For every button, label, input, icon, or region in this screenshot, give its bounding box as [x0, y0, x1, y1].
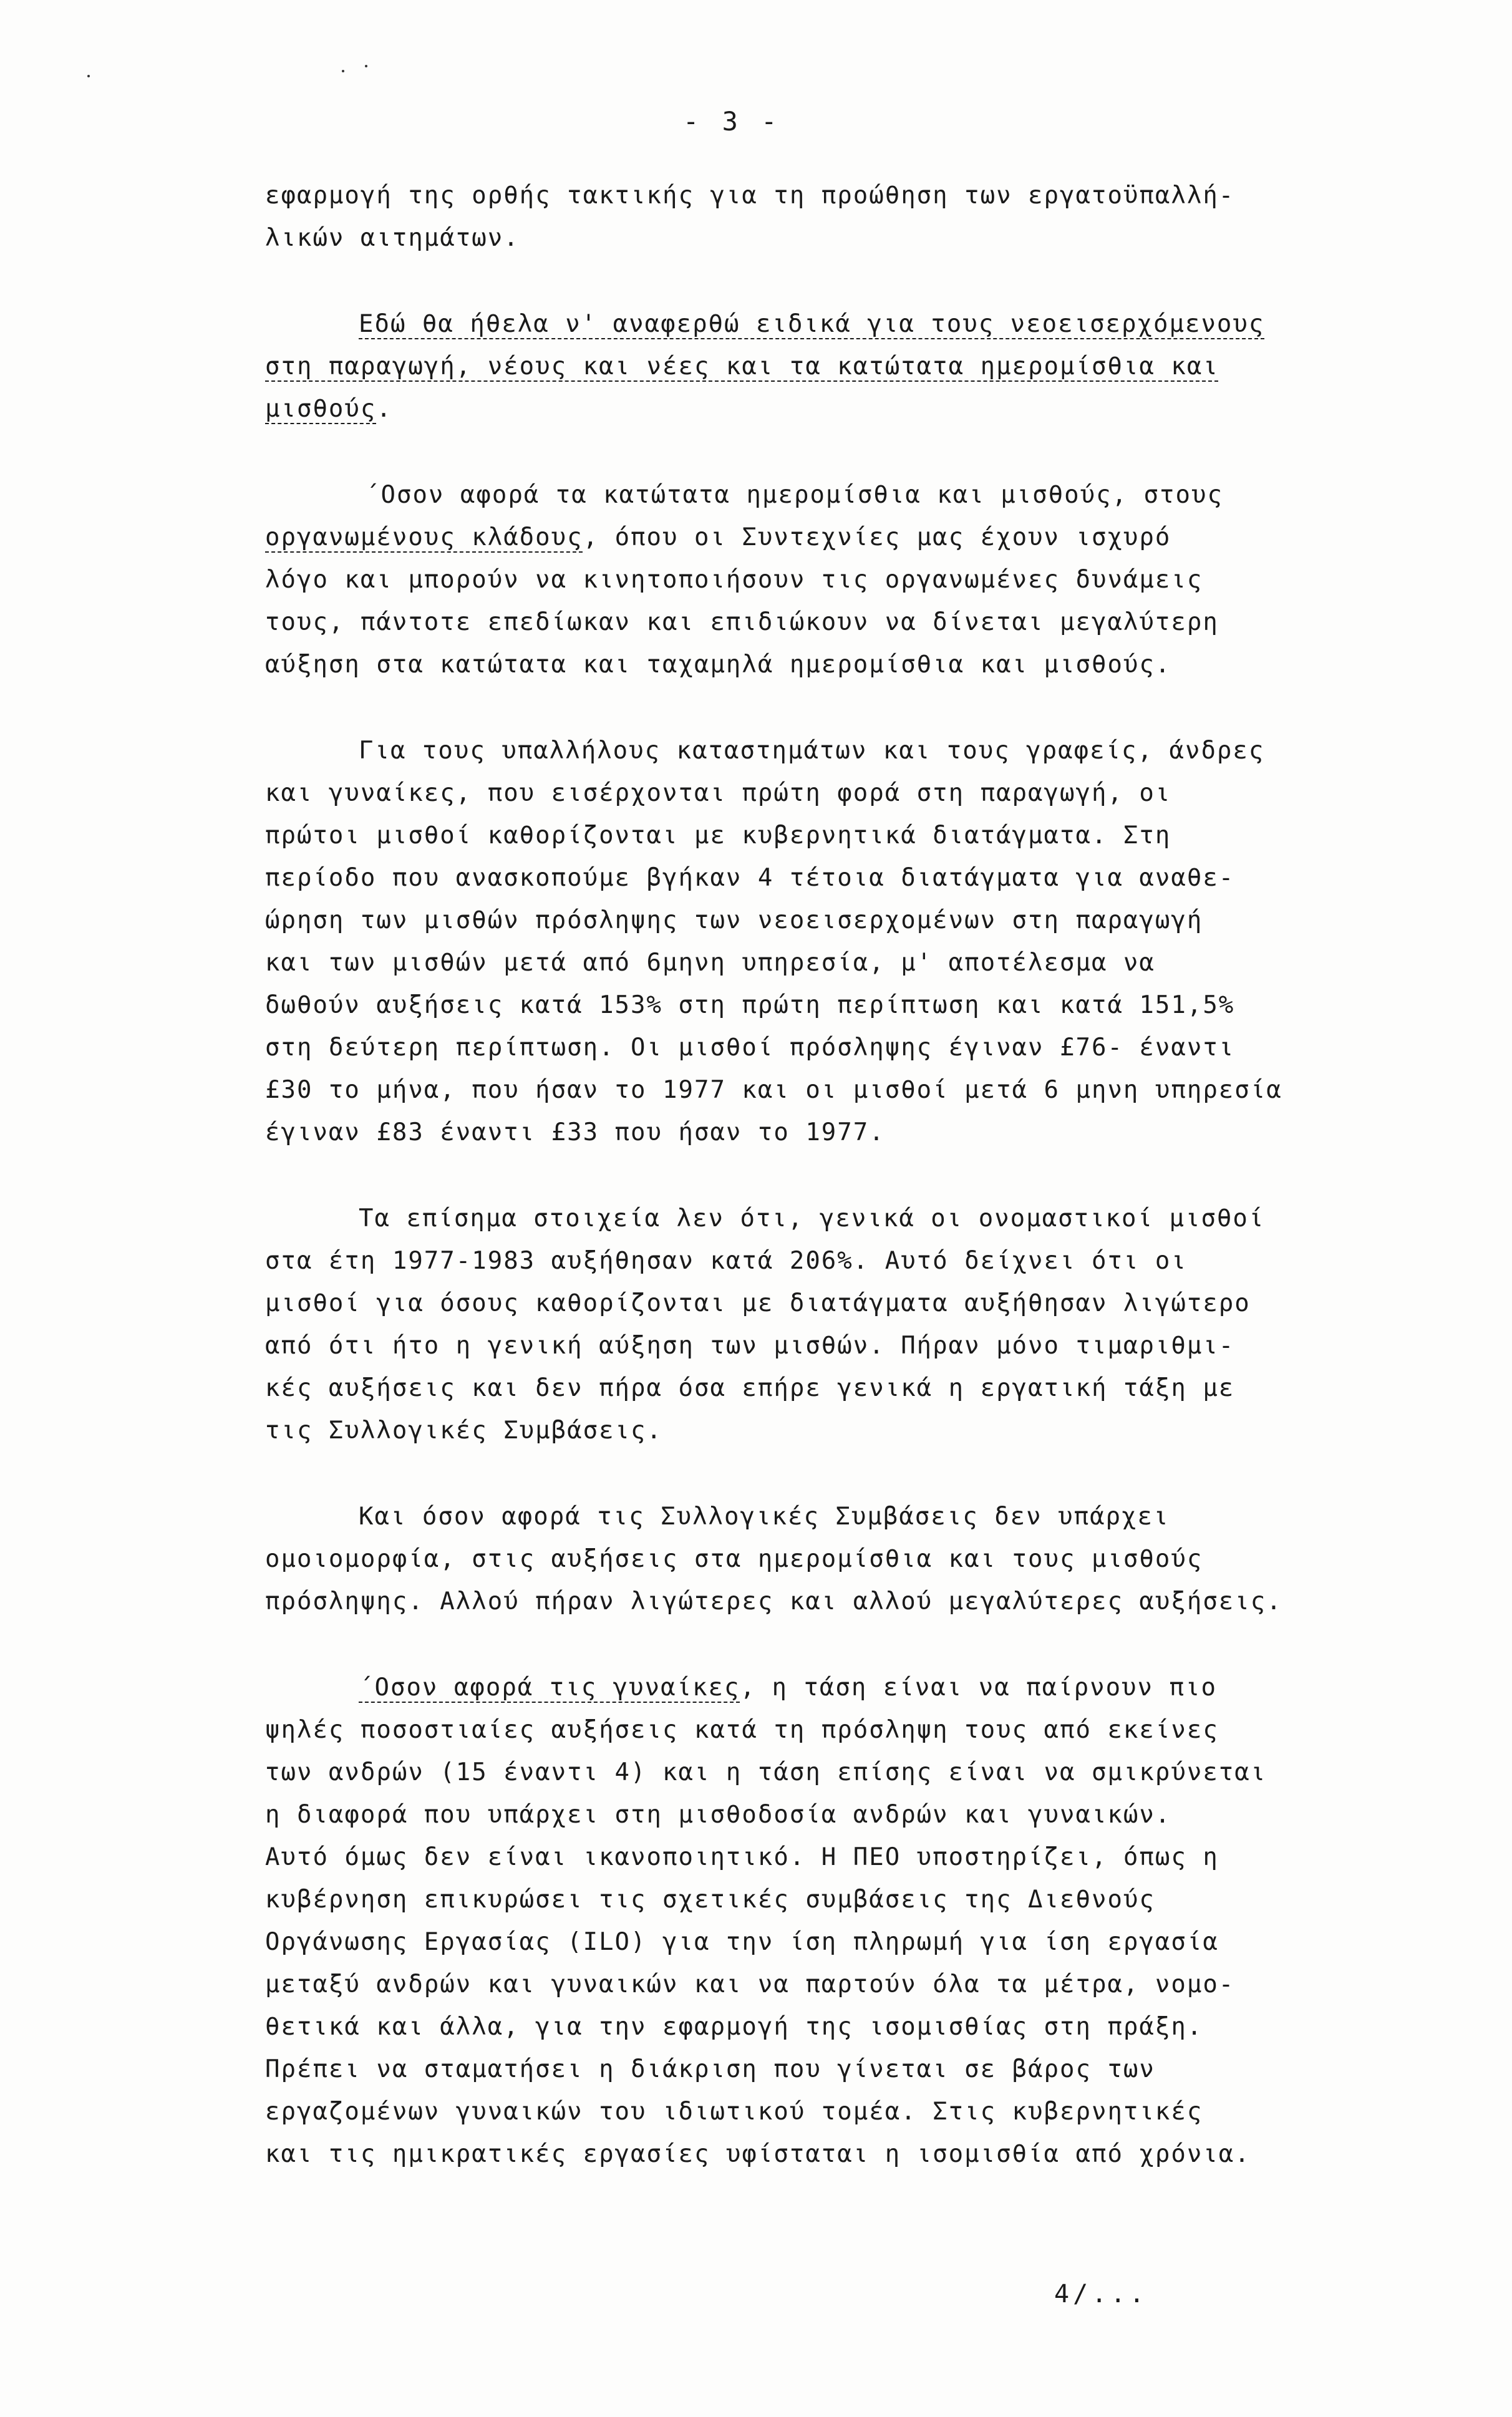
continuation-marker: 4/...	[1054, 2280, 1148, 2308]
text-line: από ότι ήτο η γενική αύξηση των μισθών. Πήραν μόνο τιμαριθμι-	[265, 1332, 1235, 1360]
text-line: περίοδο που ανασκοπούμε βγήκαν 4 τέτοια διατάγματα για αναθε-	[265, 864, 1235, 892]
text-line: ΄Οσον αφορά τις γυναίκες, η τάση είναι να παίρνουν πιο	[359, 1673, 1217, 1702]
text-line: Οργάνωσης Εργασίας (ILO) για την ίση πληρωμή για ίση εργασία	[265, 1928, 1219, 1956]
text-line: Και όσον αφορά τις Συλλογικές Συμβάσεις δεν υπάρχει	[359, 1503, 1170, 1531]
text-line: στη δεύτερη περίπτωση. Οι μισθοί πρόσληψης έγιναν £76- έναντι	[265, 1034, 1235, 1062]
underlined-text: μισθούς	[265, 395, 377, 423]
paragraph	[265, 1198, 1475, 1452]
scan-speck	[87, 75, 90, 77]
text-line: και τις ημικρατικές εργασίες υφίσταται η ισομισθία από χρόνια.	[265, 2140, 1251, 2168]
text-line: λόγο και μπορούν να κινητοποιήσουν τις οργανωμένες δυνάμεις	[265, 566, 1203, 594]
paragraph	[265, 303, 1475, 430]
document-body	[265, 175, 1475, 2176]
text-line: αύξηση στα κατώτατα και ταχαμηλά ημερομίσθια και μισθούς.	[265, 651, 1171, 679]
text-line: η διαφορά που υπάρχει στη μισθοδοσία ανδρών και γυναικών.	[265, 1801, 1171, 1829]
text-line: ψηλές ποσοστιαίες αυξήσεις κατά τη πρόσληψη τους από εκείνες	[265, 1716, 1219, 1744]
text-line: κές αυξήσεις και δεν πήρα όσα επήρε γενικά η εργατική τάξη με	[265, 1374, 1235, 1402]
text-line: λικών αιτημάτων.	[265, 224, 520, 252]
text-line: και των μισθών μετά από 6μηνη υπηρεσία, μ' αποτέλεσμα να	[265, 949, 1155, 977]
text-line: εφαρμογή της ορθής τακτικής για τη προώθηση των εργατοϋπαλλή-	[265, 182, 1235, 210]
underlined-text: ΄Οσον αφορά τις γυναίκες	[359, 1673, 740, 1702]
underlined-text: στη παραγωγή, νέους και νέες και τα κατώτατα ημερομίσθια και	[265, 352, 1219, 380]
text-line: δωθούν αυξήσεις κατά 153% στη πρώτη περίπτωση και κατά 151,5%	[265, 991, 1235, 1019]
text-line: Τα επίσημα στοιχεία λεν ότι, γενικά οι ονομαστικοί μισθοί	[359, 1204, 1265, 1233]
paragraph	[265, 175, 1475, 259]
text-line: μεταξύ ανδρών και γυναικών και να παρτούν όλα τα μέτρα, νομο-	[265, 1970, 1235, 1998]
text-line: μισθοί για όσους καθορίζονται με διατάγματα αυξήθησαν λιγώτερο	[265, 1289, 1251, 1317]
text-line: οργανωμένους κλάδους, όπου οι Συντεχνίες μας έχουν ισχυρό	[265, 523, 1171, 551]
text-line: κυβέρνηση επικυρώσει τις σχετικές συμβάσεις της Διεθνούς	[265, 1886, 1155, 1914]
underlined-text: Εδώ θα ήθελα ν' αναφερθώ ειδικά για τους νεοεισερχόμενους	[359, 310, 1265, 338]
text-line: Πρέπει να σταματήσει η διάκριση που γίνεται σε βάρος των	[265, 2055, 1155, 2083]
text-line: πρόσληψης. Αλλού πήραν λιγώτερες και αλλού μεγαλύτερες αυξήσεις.	[265, 1587, 1282, 1615]
text-line: τις Συλλογικές Συμβάσεις.	[265, 1417, 662, 1445]
text-line: μισθούς.	[265, 395, 392, 423]
scan-speck	[342, 70, 344, 72]
underlined-text: οργανωμένους κλάδους	[265, 523, 583, 551]
page-number: - 3 -	[683, 106, 781, 137]
paragraph	[265, 474, 1475, 686]
text-line: θετικά και άλλα, για την εφαρμογή της ισομισθίας στη πράξη.	[265, 2013, 1203, 2041]
text-line: πρώτοι μισθοί καθορίζονται με κυβερνητικά διατάγματα. Στη	[265, 821, 1171, 850]
text-line	[265, 346, 1475, 388]
text-line: £30 το μήνα, που ήσαν το 1977 και οι μισθοί μετά 6 μηνη υπηρεσία	[265, 1076, 1282, 1104]
paragraph	[265, 1496, 1475, 1623]
text-line: Για τους υπαλλήλους καταστημάτων και τους γραφείς, άνδρες	[359, 737, 1265, 765]
text-line: τους, πάντοτε επεδίωκαν και επιδιώκουν να δίνεται μεγαλύτερη	[265, 608, 1219, 636]
text-line: των ανδρών (15 έναντι 4) και η τάση επίσης είναι να σμικρύνεται	[265, 1758, 1267, 1786]
text-line: εργαζομένων γυναικών του ιδιωτικού τομέα. Στις κυβερνητικές	[265, 2098, 1203, 2126]
scan-speck	[365, 65, 367, 67]
text-line: ομοιομορφία, στις αυξήσεις στα ημερομίσθια και τους μισθούς	[265, 1545, 1203, 1573]
paragraph	[265, 730, 1475, 1154]
text-line: Αυτό όμως δεν είναι ικανοποιητικό. Η ΠΕΟ υποστηρίζει, όπως η	[265, 1843, 1219, 1871]
text-line: έγιναν £83 έναντι £33 που ήσαν το 1977.	[265, 1118, 885, 1146]
text-line: ώρηση των μισθών πρόσληψης των νεοεισερχομένων στη παραγωγή	[265, 906, 1203, 934]
text-line: και γυναίκες, που εισέρχονται πρώτη φορά στη παραγωγή, οι	[265, 779, 1171, 807]
text-line	[265, 303, 1475, 346]
paragraph	[265, 1667, 1475, 2176]
text-line: ΄Οσον αφορά τα κατώτατα ημερομίσθια και μισθούς, στους	[365, 481, 1223, 509]
text-line: στα έτη 1977-1983 αυξήθησαν κατά 206%. Αυτό δείχνει ότι οι	[265, 1247, 1187, 1275]
